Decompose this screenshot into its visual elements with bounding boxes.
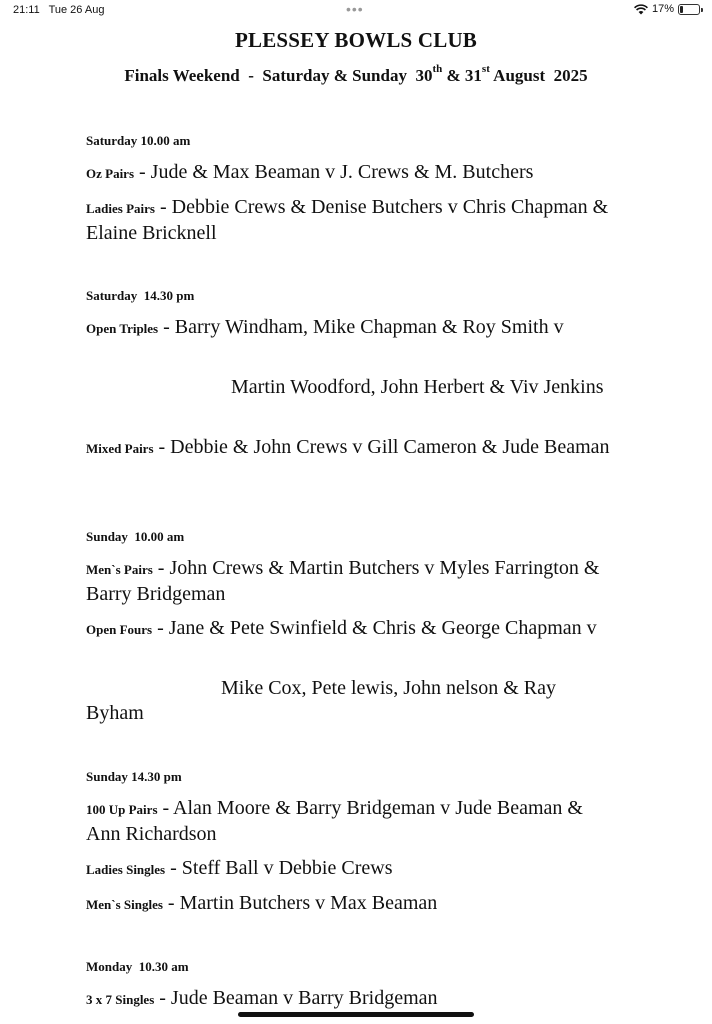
subtitle-sup-th: th bbox=[432, 63, 443, 75]
fixture-text: - Jane & Pete Swinfield & Chris & George Chapman v bbox=[152, 617, 597, 639]
fixture-text: - John Crews & Martin Butchers v Myles Farrington & Barry Bridgeman bbox=[86, 557, 600, 605]
page-subtitle bbox=[0, 63, 712, 86]
home-indicator[interactable] bbox=[238, 1012, 474, 1017]
fixture-label: Ladies Singles bbox=[86, 862, 166, 877]
wifi-icon bbox=[634, 4, 648, 15]
fixture-entry bbox=[86, 616, 616, 642]
multitasking-dots-icon[interactable]: ••• bbox=[346, 1, 364, 17]
fixture-entry bbox=[86, 195, 616, 246]
fixture-continuation bbox=[86, 676, 616, 726]
status-left bbox=[13, 4, 110, 16]
status-bar bbox=[0, 0, 712, 22]
fixture-entry bbox=[86, 986, 616, 1012]
fixture-text: - Debbie Crews & Denise Butchers v Chris Chapman & Elaine Bricknell bbox=[86, 196, 609, 244]
status-date: Tue 26 Aug bbox=[48, 4, 105, 16]
fixture-entry bbox=[86, 856, 616, 882]
status-time: 21:11 bbox=[13, 4, 40, 16]
fixture-text: - Debbie & John Crews v Gill Cameron & Jude Beaman bbox=[153, 436, 610, 458]
fixture-label: 3 x 7 Singles bbox=[86, 992, 155, 1007]
battery-fill bbox=[680, 6, 683, 13]
section-time: Sunday 14.30 pm bbox=[86, 769, 182, 784]
section-time: Sunday 10.00 am bbox=[86, 529, 185, 544]
battery-icon bbox=[678, 4, 700, 15]
fixture-text: - Barry Windham, Mike Chapman & Roy Smith v bbox=[158, 316, 564, 338]
section-time: Monday 10.30 am bbox=[86, 959, 189, 974]
fixture-label: Oz Pairs bbox=[86, 166, 135, 181]
fixture-label: Open Triples bbox=[86, 321, 159, 336]
fixture-text: Martin Woodford, John Herbert & Viv Jenkins bbox=[231, 376, 604, 398]
fixture-entry bbox=[86, 435, 616, 461]
subtitle-prefix: Finals Weekend - Saturday & Sunday 30 bbox=[124, 66, 433, 85]
status-right bbox=[634, 3, 700, 15]
battery-percent: 17% bbox=[651, 3, 674, 15]
fixture-text: - Alan Moore & Barry Bridgeman v Jude Beaman & Ann Richardson bbox=[86, 797, 583, 845]
fixture-label: 100 Up Pairs bbox=[86, 802, 158, 817]
fixture-entry bbox=[86, 891, 616, 917]
fixture-text: - Martin Butchers v Max Beaman bbox=[162, 892, 438, 914]
fixture-label: Open Fours bbox=[86, 622, 153, 637]
fixture-label: Men`s Pairs bbox=[86, 562, 153, 577]
fixture-entry bbox=[86, 796, 616, 847]
fixture-text: - Steff Ball v Debbie Crews bbox=[165, 857, 393, 879]
fixture-text: - Jude Beaman v Barry Bridgeman bbox=[154, 987, 438, 1009]
fixture-label: Men`s Singles bbox=[86, 897, 163, 912]
fixture-text: Mike Cox, Pete lewis, John nelson & Ray Byham bbox=[86, 677, 556, 724]
fixture-entry bbox=[86, 160, 616, 186]
subtitle-sup-st: st bbox=[481, 63, 490, 75]
fixture-text: - Jude & Max Beaman v J. Crews & M. Butchers bbox=[134, 161, 534, 183]
page-title: PLESSEY BOWLS CLUB bbox=[234, 28, 478, 52]
fixture-entry bbox=[86, 556, 616, 607]
fixture-continuation bbox=[86, 375, 616, 400]
fixture-label: Ladies Pairs bbox=[86, 201, 155, 216]
section-time: Saturday 10.00 am bbox=[86, 133, 191, 148]
fixture-label: Mixed Pairs bbox=[86, 441, 154, 456]
subtitle-suffix: August 2025 bbox=[489, 66, 588, 85]
fixture-entry bbox=[86, 315, 616, 341]
section-time: Saturday 14.30 pm bbox=[86, 288, 195, 303]
subtitle-mid: & 31 bbox=[442, 66, 482, 85]
